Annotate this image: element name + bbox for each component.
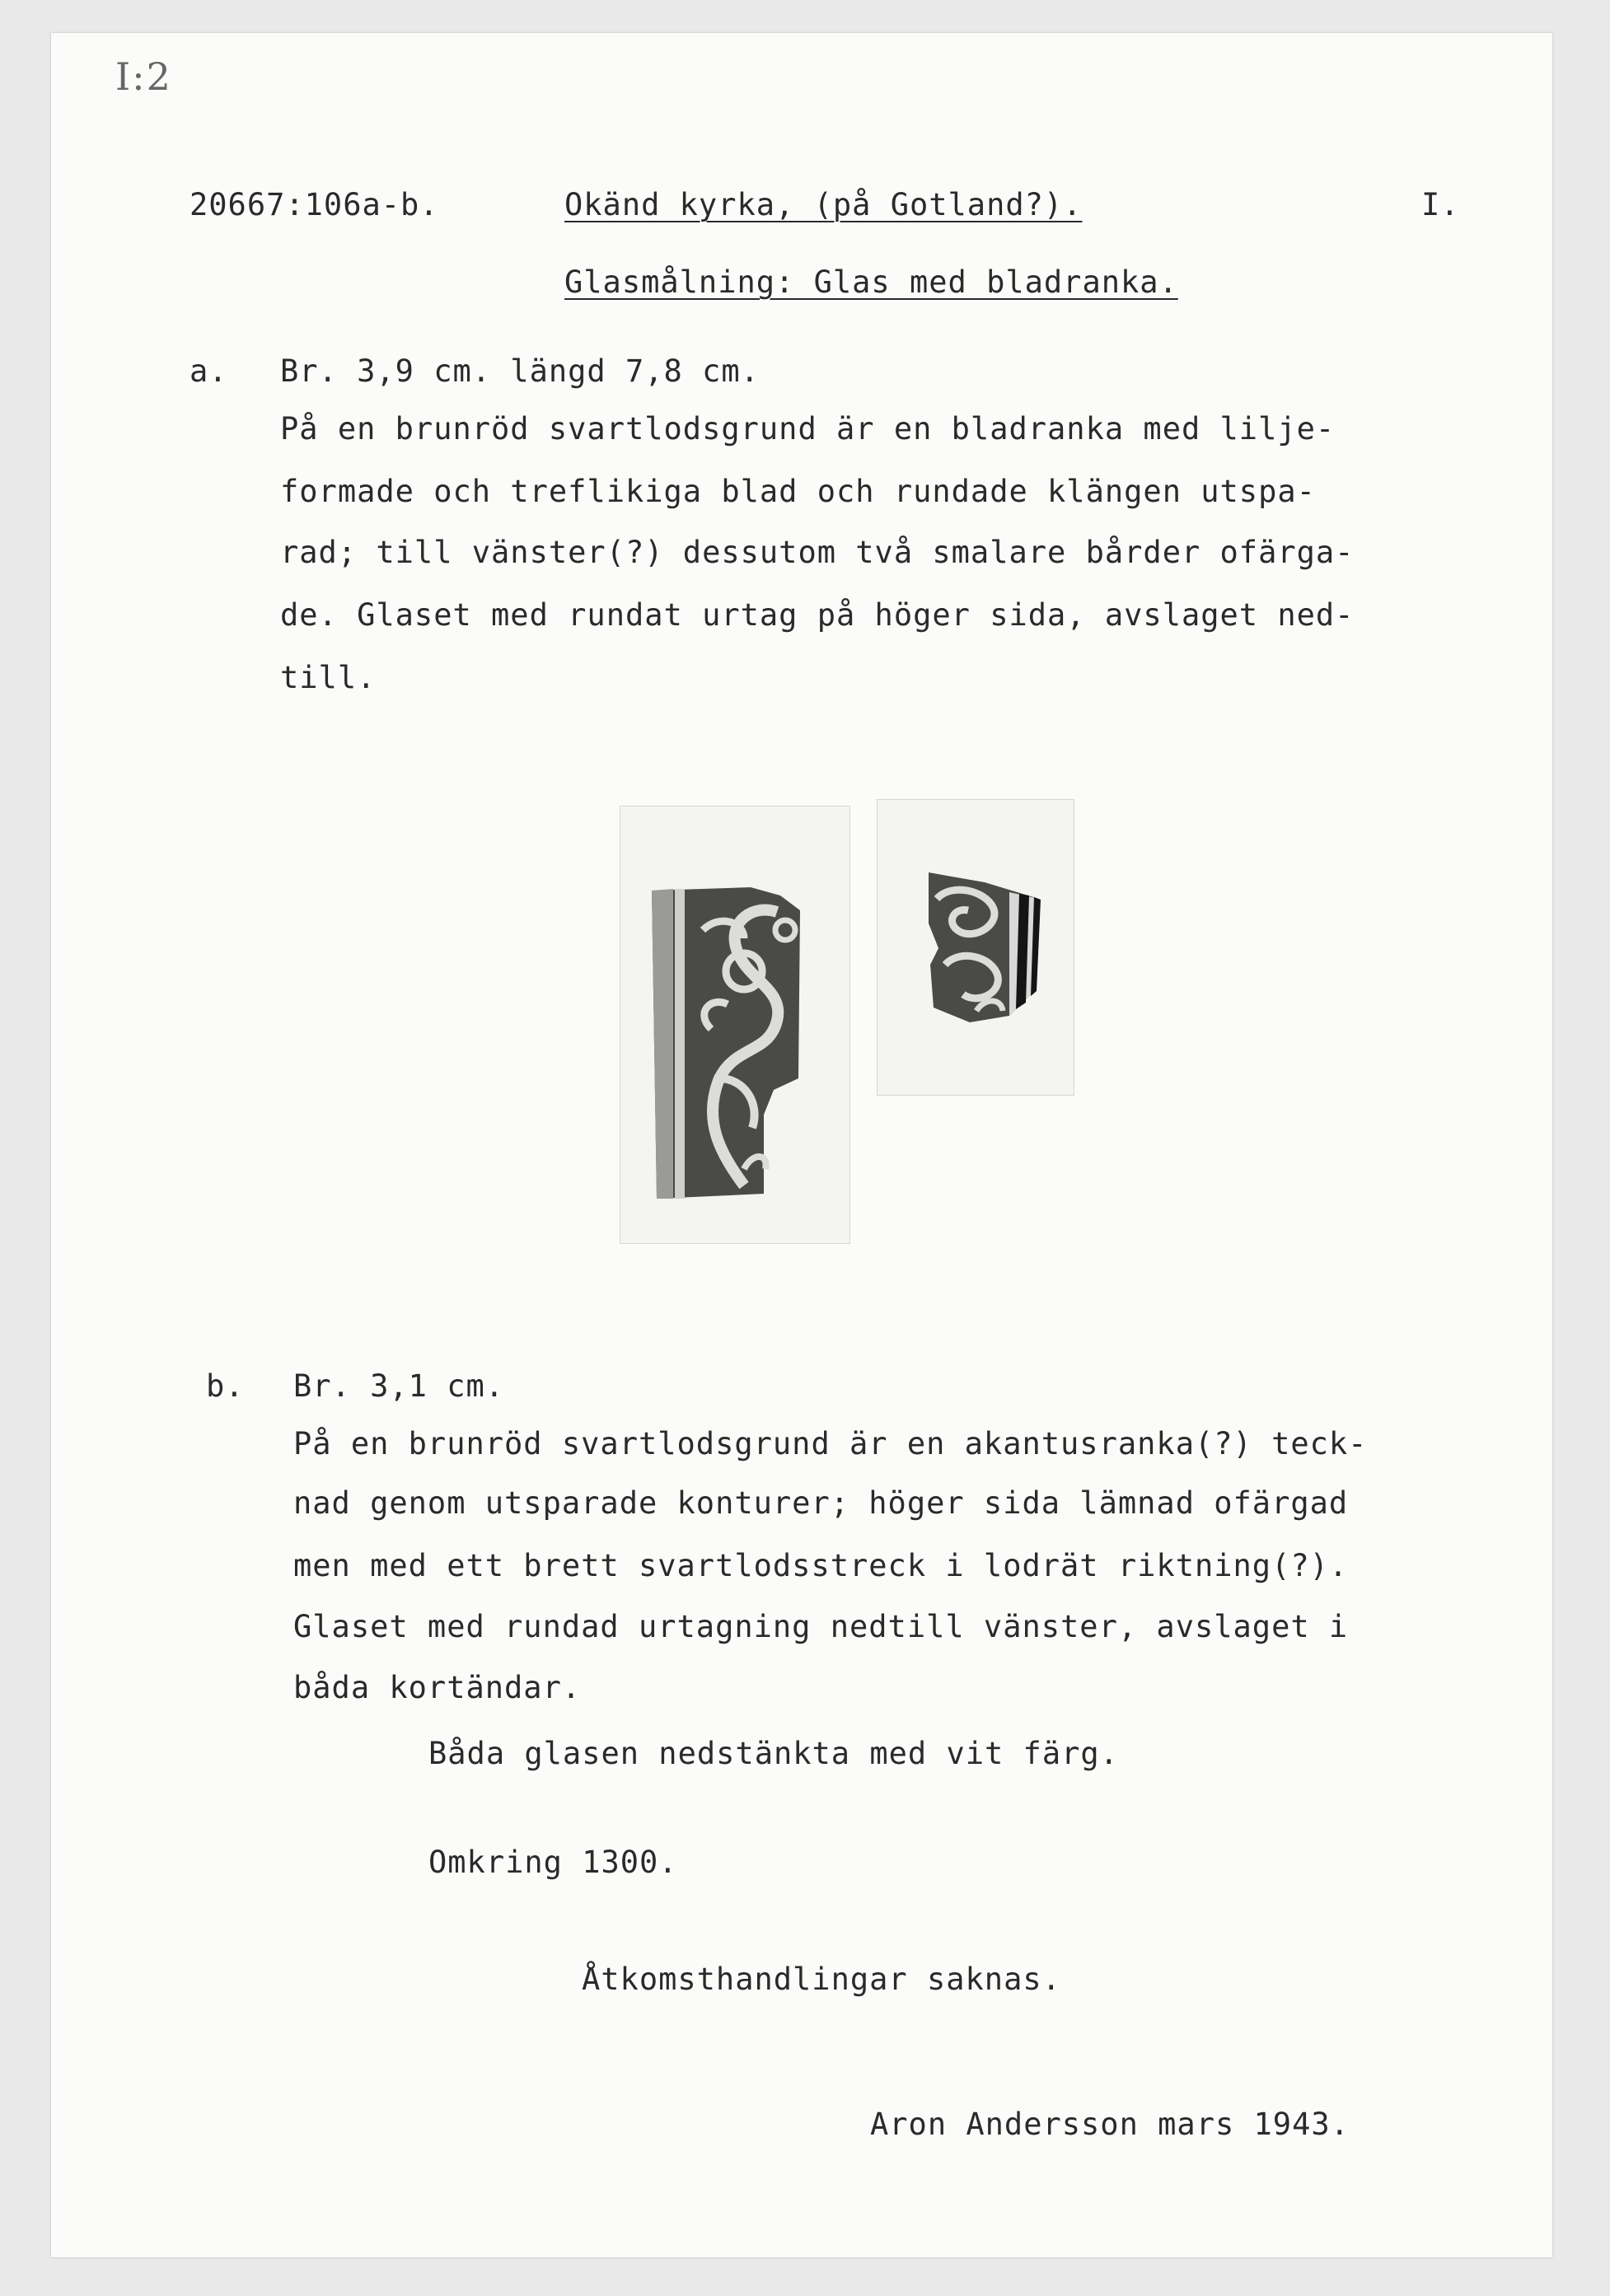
signature-text: Aron Andersson mars 1943. xyxy=(870,2107,1350,2142)
item-a-line-4: de. Glaset med rundat urtag på höger sida, avslaget ned- xyxy=(280,597,1355,633)
item-b-line-4: Glaset med rundad urtagning nedtill vänster, avslaget i xyxy=(293,1609,1349,1644)
item-b-letter: b. xyxy=(206,1368,245,1404)
subject-heading: Glasmålning: Glas med bladranka. xyxy=(564,264,1178,300)
photo-fragment-a xyxy=(620,806,850,1244)
glass-fragment-a-image xyxy=(620,807,849,1243)
note-text: Båda glasen nedstänkta med vit färg. xyxy=(428,1736,1119,1771)
volume-number: I. xyxy=(1421,187,1460,222)
photo-fragment-b xyxy=(877,799,1074,1096)
dating-text: Omkring 1300. xyxy=(428,1845,678,1880)
item-b-line-1: På en brunröd svartlodsgrund är en akantusranka(?) teck- xyxy=(293,1426,1368,1461)
item-a-line-3: rad; till vänster(?) dessutom två smalare bårder ofärga- xyxy=(280,535,1355,570)
item-a-letter: a. xyxy=(190,353,228,389)
item-a-line-2: formade och treflikiga blad och rundade klängen utspa- xyxy=(280,474,1316,509)
item-a-measure: Br. 3,9 cm. längd 7,8 cm. xyxy=(280,353,760,389)
inventory-number: 20667:106a-b. xyxy=(190,187,439,222)
item-b-line-2: nad genom utsparade konturer; höger sida lämnad ofärgad xyxy=(293,1485,1349,1521)
glass-fragment-b-image xyxy=(878,800,1074,1095)
item-b-measure: Br. 3,1 cm. xyxy=(293,1368,505,1404)
provenance-text: Åtkomsthandlingar saknas. xyxy=(582,1962,1061,1997)
item-b-line-5: båda kortändar. xyxy=(293,1670,582,1705)
item-a-line-5: till. xyxy=(280,660,377,695)
item-b-line-3: men med ett brett svartlodsstreck i lodrät riktning(?). xyxy=(293,1548,1349,1583)
shelf-mark: I:2 xyxy=(115,54,172,99)
location-heading: Okänd kyrka, (på Gotland?). xyxy=(564,187,1083,222)
item-a-line-1: På en brunröd svartlodsgrund är en bladranka med lilje- xyxy=(280,411,1336,447)
